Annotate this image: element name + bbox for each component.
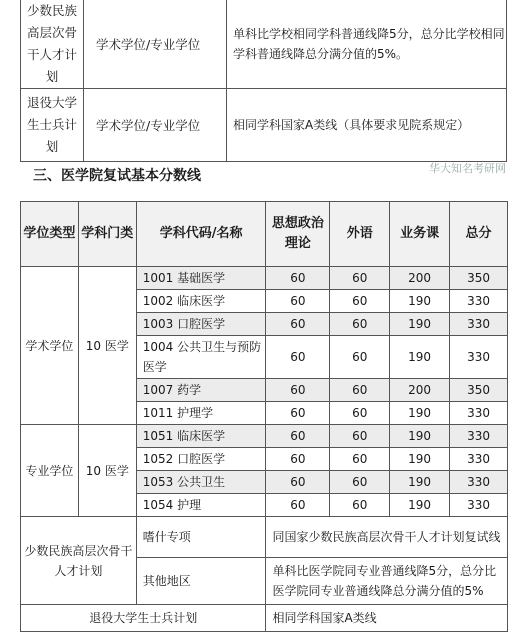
major-cell: 190 bbox=[390, 336, 450, 379]
total-cell: 350 bbox=[450, 379, 508, 402]
language-cell: 60 bbox=[330, 336, 390, 379]
total-cell: 330 bbox=[450, 471, 508, 494]
header-major: 业务课 bbox=[390, 202, 450, 267]
major-cell: 190 bbox=[390, 494, 450, 517]
politics-cell: 60 bbox=[266, 425, 330, 448]
major-cell: 200 bbox=[390, 267, 450, 290]
politics-cell: 60 bbox=[266, 336, 330, 379]
area-cell: 嗜什专项 bbox=[136, 517, 266, 558]
special-text-cell: 单科比医学院同专业普通线降5分，总分比医学院同专业普通线降总分满分值的5% bbox=[266, 558, 508, 605]
politics-cell: 60 bbox=[266, 313, 330, 336]
veteran-text-cell: 相同学科国家A类线 bbox=[266, 605, 508, 632]
subject-cell: 1001 基础医学 bbox=[136, 267, 266, 290]
degree-type-cell: 学术学位 bbox=[21, 267, 79, 425]
politics-cell: 60 bbox=[266, 379, 330, 402]
politics-cell: 60 bbox=[266, 448, 330, 471]
total-cell: 330 bbox=[450, 313, 508, 336]
header-subject: 学科代码/名称 bbox=[136, 202, 266, 267]
total-cell: 330 bbox=[450, 425, 508, 448]
total-cell: 350 bbox=[450, 267, 508, 290]
table-row bbox=[21, 267, 508, 290]
field-cell: 10 医学 bbox=[78, 425, 136, 517]
header-field: 学科门类 bbox=[78, 202, 136, 267]
table-row bbox=[21, 425, 508, 448]
politics-cell: 60 bbox=[266, 267, 330, 290]
total-cell: 330 bbox=[450, 448, 508, 471]
header-row bbox=[21, 202, 508, 267]
area-cell: 其他地区 bbox=[136, 558, 266, 605]
subject-cell: 1011 护理学 bbox=[136, 402, 266, 425]
language-cell: 60 bbox=[330, 494, 390, 517]
total-cell: 330 bbox=[450, 290, 508, 313]
language-cell: 60 bbox=[330, 448, 390, 471]
language-cell: 60 bbox=[330, 379, 390, 402]
watermark: 华大知名考研网 bbox=[429, 162, 506, 175]
subject-cell: 1051 临床医学 bbox=[136, 425, 266, 448]
veteran-plan-label: 退役大学生士兵计划 bbox=[21, 605, 266, 632]
degree-cell: 学术学位/专业学位 bbox=[84, 89, 227, 162]
category-cell: 少数民族高层次骨干人才计划 bbox=[21, 0, 84, 89]
table-row bbox=[21, 605, 508, 632]
language-cell: 60 bbox=[330, 313, 390, 336]
language-cell: 60 bbox=[330, 267, 390, 290]
score-table bbox=[20, 201, 508, 632]
subject-cell: 1002 临床医学 bbox=[136, 290, 266, 313]
major-cell: 190 bbox=[390, 313, 450, 336]
header-language: 外语 bbox=[330, 202, 390, 267]
politics-cell: 60 bbox=[266, 471, 330, 494]
table-row bbox=[21, 0, 507, 89]
degree-cell: 学术学位/专业学位 bbox=[84, 0, 227, 89]
special-text-cell: 同国家少数民族高层次骨干人才计划复试线 bbox=[266, 517, 508, 558]
subject-cell: 1052 口腔医学 bbox=[136, 448, 266, 471]
degree-type-cell: 专业学位 bbox=[21, 425, 79, 517]
major-cell: 200 bbox=[390, 379, 450, 402]
language-cell: 60 bbox=[330, 290, 390, 313]
major-cell: 190 bbox=[390, 448, 450, 471]
language-cell: 60 bbox=[330, 471, 390, 494]
total-cell: 330 bbox=[450, 336, 508, 379]
subject-cell: 1004 公共卫生与预防医学 bbox=[136, 336, 266, 379]
header-politics: 思想政治理论 bbox=[266, 202, 330, 267]
subject-cell: 1007 药学 bbox=[136, 379, 266, 402]
politics-cell: 60 bbox=[266, 290, 330, 313]
language-cell: 60 bbox=[330, 425, 390, 448]
category-cell: 退役大学生士兵计划 bbox=[21, 89, 84, 162]
politics-cell: 60 bbox=[266, 494, 330, 517]
major-cell: 190 bbox=[390, 425, 450, 448]
major-cell: 190 bbox=[390, 290, 450, 313]
subject-cell: 1054 护理 bbox=[136, 494, 266, 517]
politics-cell: 60 bbox=[266, 402, 330, 425]
language-cell: 60 bbox=[330, 402, 390, 425]
special-plan-label: 少数民族高层次骨干人才计划 bbox=[21, 517, 137, 605]
subject-cell: 1053 公共卫生 bbox=[136, 471, 266, 494]
table-row bbox=[21, 517, 508, 558]
subject-cell: 1003 口腔医学 bbox=[136, 313, 266, 336]
field-cell: 10 医学 bbox=[78, 267, 136, 425]
total-cell: 330 bbox=[450, 494, 508, 517]
requirement-cell: 单科比学校相同学科普通线降5分，总分比学校相同学科普通线降总分满分值的5%。 bbox=[227, 0, 507, 89]
requirement-cell: 相同学科国家A类线（具体要求见院系规定） bbox=[227, 89, 507, 162]
table-row bbox=[21, 89, 507, 162]
major-cell: 190 bbox=[390, 471, 450, 494]
header-total: 总分 bbox=[450, 202, 508, 267]
major-cell: 190 bbox=[390, 402, 450, 425]
top-table bbox=[20, 0, 507, 162]
header-degree-type: 学位类型 bbox=[21, 202, 79, 267]
section-title: 三、医学院复试基本分数线 bbox=[33, 168, 201, 184]
total-cell: 330 bbox=[450, 402, 508, 425]
